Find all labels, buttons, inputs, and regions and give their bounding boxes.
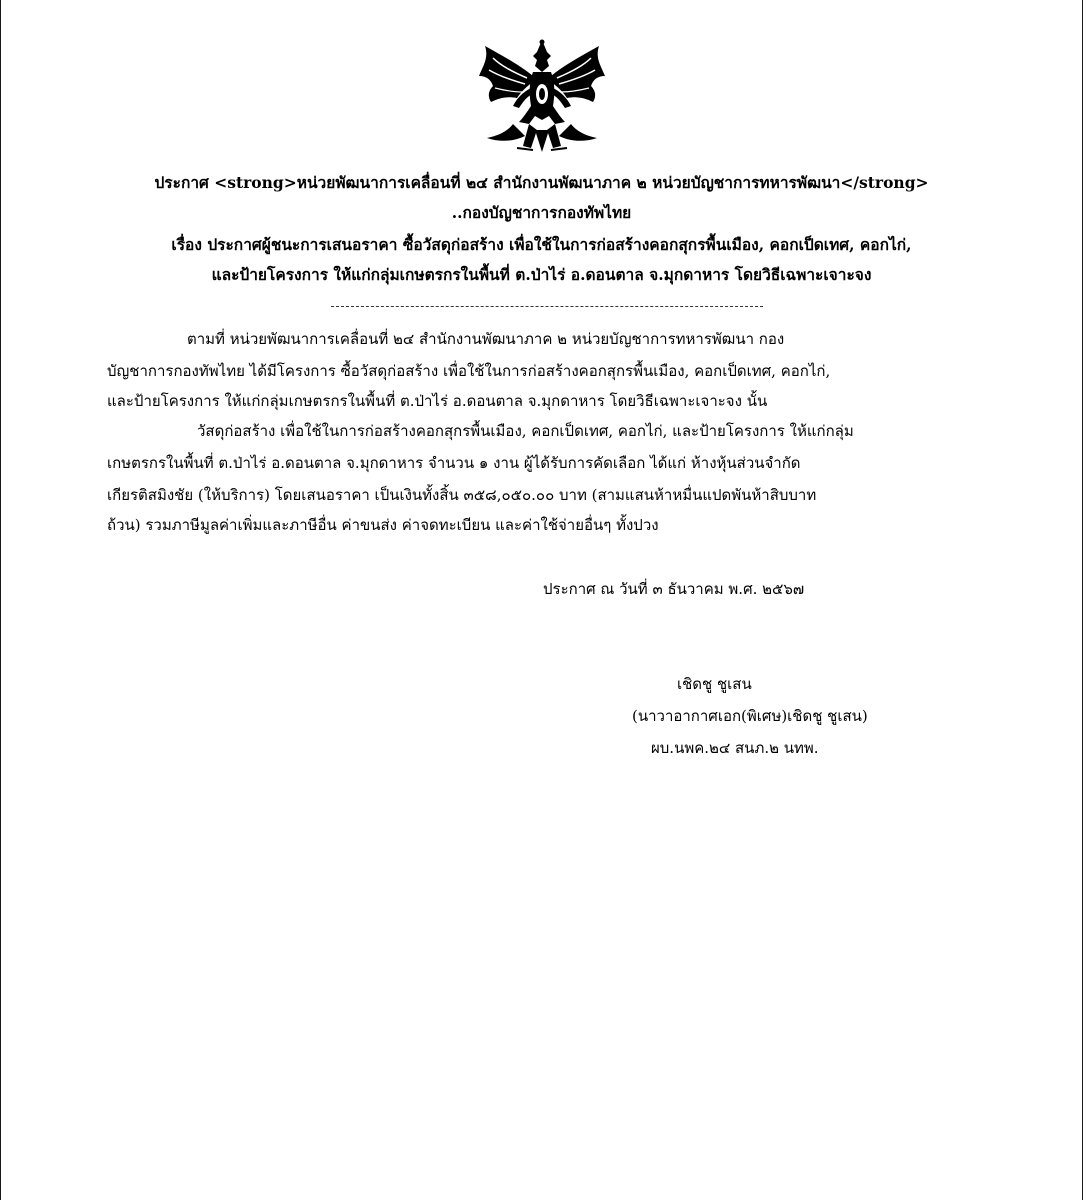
- signature-position: ผบ.นพค.๒๔ สนภ.๒ นทพ.: [651, 739, 819, 757]
- body-line-3: และป้ายโครงการ ให้แก่กลุ่มเกษตรกรในพื้นที่ ต.ป่าไร่ อ.ดอนตาล จ.มุกดาหาร โดยวิธีเฉพาะเจาะจง นั้น: [107, 392, 768, 410]
- subject-line-1: เรื่อง ประกาศผู้ชนะการเสนอราคา ซื้อวัสดุก่อสร้าง เพื่อใช้ในการก่อสร้างคอกสุกรพื้นเมือง, คอกเป็ดเทศ, คอกไก่,: [171, 235, 912, 254]
- signature-full-name: (นาวาอากาศเอก(พิเศษ)เชิดชู ชูเสน): [632, 707, 868, 725]
- header-divider: [331, 306, 763, 307]
- header-line-2: ..กองบัญชาการกองทัพไทย: [451, 203, 632, 222]
- garuda-emblem-icon: [473, 36, 611, 154]
- body-line-1: ตามที่ หน่วยพัฒนาการเคลื่อนที่ ๒๔ สำนักงานพัฒนาภาค ๒ หน่วยบัญชาการทหารพัฒนา กอง: [187, 330, 785, 348]
- body-line-6: เกียรติสมิงชัย (ให้บริการ) โดยเสนอราคา เป็นเงินทั้งสิ้น ๓๕๘,๐๕๐.๐๐ บาท (สามแสนห้าหมื่นแปดพันห้าสิบบาท: [107, 486, 817, 504]
- announcement-date: ประกาศ ณ วันที่ ๓ ธันวาคม พ.ศ. ๒๕๖๗: [543, 580, 805, 598]
- subject-line-2: และป้ายโครงการ ให้แก่กลุ่มเกษตรกรในพื้นที่ ต.ป่าไร่ อ.ดอนตาล จ.มุกดาหาร โดยวิธีเฉพาะเจาะจง: [211, 265, 872, 284]
- body-line-5: เกษตรกรในพื้นที่ ต.ป่าไร่ อ.ดอนตาล จ.มุกดาหาร จำนวน ๑ งาน ผู้ได้รับการคัดเลือก ได้แก่ ห้างหุ้นส่วนจำกัด: [107, 454, 801, 472]
- body-line-2: บัญชาการกองทัพไทย ได้มีโครงการ ซื้อวัสดุก่อสร้าง เพื่อใช้ในการก่อสร้างคอกสุกรพื้นเมือง, คอกเป็ดเทศ, คอกไก่,: [107, 362, 831, 380]
- body-line-7: ถ้วน) รวมภาษีมูลค่าเพิ่มและภาษีอื่น ค่าขนส่ง ค่าจดทะเบียน และค่าใช้จ่ายอื่นๆ ทั้งปวง: [107, 516, 659, 534]
- signature-name: เชิดชู ชูเสน: [677, 675, 752, 693]
- header-line-1: ประกาศ <strong>หน่วยพัฒนาการเคลื่อนที่ ๒๔ สำนักงานพัฒนาภาค ๒ หน่วยบัญชาการทหารพัฒนา</strong>: [154, 173, 929, 192]
- body-line-4: วัสดุก่อสร้าง เพื่อใช้ในการก่อสร้างคอกสุกรพื้นเมือง, คอกเป็ดเทศ, คอกไก่, และป้ายโครงการ ให้แก่กลุ่ม: [197, 422, 854, 440]
